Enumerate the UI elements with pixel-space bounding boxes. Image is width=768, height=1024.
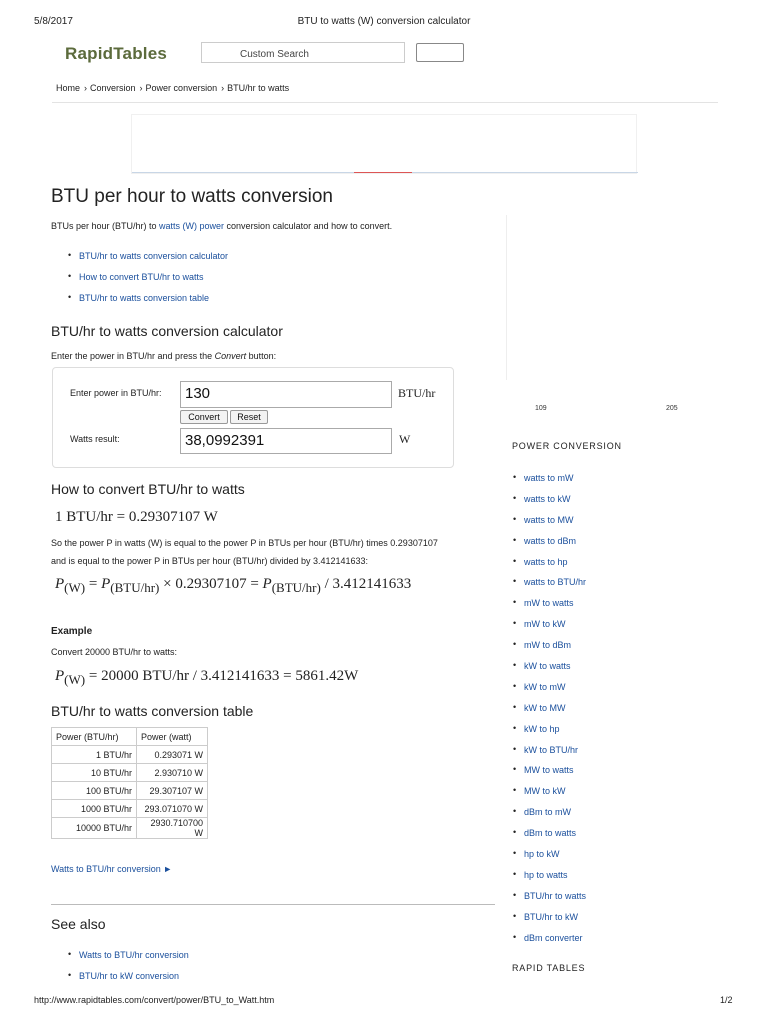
- sidebar-item[interactable]: [511, 745, 586, 766]
- instruction-b: button:: [246, 351, 277, 361]
- sidebar-link[interactable]: dBm to mW: [524, 807, 572, 818]
- sidebar-item[interactable]: [511, 807, 586, 828]
- footer-url: http://www.rapidtables.com/convert/power/BTU_to_Watt.htm: [34, 995, 275, 1005]
- sidebar-item[interactable]: [511, 703, 586, 724]
- sidebar-link[interactable]: mW to dBm: [524, 640, 572, 651]
- table-cell: 0.293071 W: [137, 746, 208, 764]
- intro-text: [51, 221, 392, 231]
- table-row: [52, 818, 208, 839]
- formula-2-eq: =: [85, 576, 102, 592]
- breadcrumb-home[interactable]: Home: [56, 83, 81, 93]
- table-header: Power (watt): [137, 728, 208, 746]
- result-unit: W: [399, 432, 411, 446]
- calculator-instruction: [51, 351, 276, 361]
- intro-part2: conversion calculator and how to convert.: [224, 221, 393, 231]
- header-divider: [52, 102, 718, 103]
- intro-link-watts[interactable]: watts (W) power: [159, 221, 225, 231]
- result-label: Watts result:: [70, 434, 120, 444]
- section-divider: [51, 904, 495, 905]
- watts-to-btu-link[interactable]: Watts to BTU/hr conversion ►: [51, 864, 173, 874]
- sidebar-link[interactable]: BTU/hr to kW: [524, 911, 579, 922]
- table-row: [52, 764, 208, 782]
- formula-2-sub-btu2: (BTU/hr): [271, 580, 321, 595]
- breadcrumb-current[interactable]: BTU/hr to watts: [227, 83, 290, 93]
- sidebar-item[interactable]: [511, 598, 586, 619]
- sidebar-item[interactable]: [511, 724, 586, 745]
- sidebar-link[interactable]: MW to kW: [524, 786, 566, 797]
- formula-2: [55, 576, 411, 596]
- breadcrumb-separator: ›: [84, 83, 88, 93]
- example-formula: [55, 668, 358, 688]
- power-conversion-title: POWER CONVERSION: [512, 441, 622, 451]
- site-logo[interactable]: RapidTables: [65, 44, 168, 63]
- sidebar-link[interactable]: hp to kW: [524, 849, 560, 860]
- example-formula-rest: = 20000 BTU/hr / 3.412141633 = 5861.42W: [85, 668, 359, 684]
- print-title: BTU to watts (W) conversion calculator: [297, 16, 471, 27]
- sidebar-item[interactable]: [511, 765, 586, 786]
- breadcrumb-separator: ›: [221, 83, 225, 93]
- example-text: Convert 20000 BTU/hr to watts:: [51, 647, 178, 657]
- sidebar-item[interactable]: [511, 577, 586, 598]
- reset-button[interactable]: Reset: [230, 410, 268, 424]
- calculator-heading: BTU/hr to watts conversion calculator: [51, 323, 283, 339]
- instruction-a: Enter the power in BTU/hr and press the: [51, 351, 215, 361]
- sidebar-item[interactable]: [511, 828, 586, 849]
- sidebar-link[interactable]: watts to hp: [524, 556, 568, 567]
- table-cell: 10000 BTU/hr: [52, 818, 137, 839]
- sidebar-item[interactable]: [511, 891, 586, 912]
- sidebar-link[interactable]: watts to BTU/hr: [524, 577, 587, 588]
- sidebar-link[interactable]: watts to kW: [524, 493, 571, 504]
- see-also-heading: See also: [51, 916, 106, 932]
- input-label: Enter power in BTU/hr:: [70, 388, 162, 398]
- formula-2-p: P: [55, 576, 65, 592]
- toc-list: [65, 251, 228, 314]
- toc-link-calculator[interactable]: BTU/hr to watts conversion calculator: [79, 251, 229, 261]
- howto-text-2: and is equal to the power P in BTUs per hour (BTU/hr) divided by 3.412141633:: [51, 556, 369, 566]
- sidebar-link[interactable]: kW to watts: [524, 661, 571, 672]
- formula-2-times: × 0.29307107 =: [159, 576, 263, 592]
- rapid-tables-title: RAPID TABLES: [512, 963, 586, 973]
- breadcrumb: [56, 83, 289, 93]
- formula-2-div: / 3.412141633: [320, 576, 412, 592]
- print-date: 5/8/2017: [34, 16, 73, 27]
- sidebar-link[interactable]: kW to MW: [524, 702, 566, 713]
- table-row: [52, 782, 208, 800]
- sidebar-link[interactable]: watts to dBm: [524, 535, 577, 546]
- calculator-panel: [52, 367, 454, 468]
- sidebar-item[interactable]: [511, 473, 586, 494]
- sidebar-link[interactable]: hp to watts: [524, 869, 568, 880]
- sidebar-item[interactable]: [511, 557, 586, 578]
- see-also-item[interactable]: [65, 971, 189, 992]
- formula-2-sub-btu: (BTU/hr): [110, 580, 160, 595]
- sidebar-link[interactable]: mW to watts: [524, 598, 574, 609]
- toc-item[interactable]: [65, 293, 228, 314]
- btu-input[interactable]: 130: [180, 381, 392, 408]
- page-title: BTU per hour to watts conversion: [51, 186, 333, 207]
- sidebar-link[interactable]: dBm to watts: [524, 828, 577, 839]
- toc-item[interactable]: [65, 251, 228, 272]
- footer-page: 1/2: [720, 995, 733, 1005]
- sidebar-link[interactable]: MW to watts: [524, 765, 574, 776]
- sidebar-link[interactable]: dBm converter: [524, 932, 583, 943]
- see-also-link[interactable]: Watts to BTU/hr conversion: [79, 950, 189, 960]
- sidebar-item[interactable]: [511, 619, 586, 640]
- convert-button[interactable]: Convert: [180, 410, 228, 424]
- formula-2-p2: P: [101, 576, 111, 592]
- breadcrumb-power-conversion[interactable]: Power conversion: [145, 83, 218, 93]
- howto-text-1: So the power P in watts (W) is equal to the power P in BTUs per hour (BTU/hr) times 0.29307107: [51, 538, 438, 548]
- see-also-item[interactable]: [65, 950, 189, 971]
- formula-2-p3: P: [262, 576, 272, 592]
- table-header: Power (BTU/hr): [52, 728, 137, 746]
- sidebar-link[interactable]: kW to mW: [524, 681, 566, 692]
- ad-banner[interactable]: [131, 114, 637, 174]
- sidebar-ad-number: 109: [535, 405, 547, 412]
- conversion-table: [51, 727, 208, 839]
- example-formula-p: P: [55, 668, 65, 684]
- toc-item[interactable]: [65, 272, 228, 293]
- table-row: [52, 746, 208, 764]
- breadcrumb-conversion[interactable]: Conversion: [90, 83, 136, 93]
- search-button[interactable]: [416, 43, 464, 62]
- table-cell: 1000 BTU/hr: [52, 800, 137, 818]
- sidebar-item[interactable]: [511, 849, 586, 870]
- sidebar-ad-divider: [506, 215, 507, 380]
- input-unit: BTU/hr: [398, 386, 436, 400]
- howto-heading: How to convert BTU/hr to watts: [51, 481, 245, 497]
- toc-link-howto[interactable]: How to convert BTU/hr to watts: [79, 272, 204, 282]
- sidebar-item[interactable]: [511, 494, 586, 515]
- table-heading: BTU/hr to watts conversion table: [51, 703, 254, 719]
- sidebar-link[interactable]: watts to MW: [524, 514, 574, 525]
- sidebar-item[interactable]: [511, 786, 586, 807]
- breadcrumb-separator: ›: [139, 83, 143, 93]
- sidebar-item[interactable]: [511, 870, 586, 891]
- sidebar-item[interactable]: [511, 912, 586, 933]
- sidebar-link[interactable]: BTU/hr to watts: [524, 890, 587, 901]
- table-cell: 29.307107 W: [137, 782, 208, 800]
- sidebar-link[interactable]: kW to BTU/hr: [524, 744, 579, 755]
- sidebar-link[interactable]: watts to mW: [524, 473, 574, 483]
- example-formula-sub: (W): [64, 672, 86, 687]
- sidebar-list: [511, 473, 586, 953]
- sidebar-item[interactable]: [511, 515, 586, 536]
- sidebar-item[interactable]: [511, 661, 586, 682]
- table-cell: 10 BTU/hr: [52, 764, 137, 782]
- table-header-row: [52, 728, 208, 746]
- see-also-list: [65, 950, 189, 992]
- instruction-em: Convert: [214, 351, 247, 361]
- watts-result[interactable]: 38,0992391: [180, 428, 392, 454]
- intro-part1: BTUs per hour (BTU/hr) to: [51, 221, 160, 231]
- sidebar-link[interactable]: kW to hp: [524, 723, 560, 734]
- table-cell: 100 BTU/hr: [52, 782, 137, 800]
- sidebar-item[interactable]: [511, 536, 586, 557]
- sidebar-item[interactable]: [511, 640, 586, 661]
- table-row: [52, 800, 208, 818]
- table-cell: 1 BTU/hr: [52, 746, 137, 764]
- table-cell: 2.930710 W: [137, 764, 208, 782]
- search-input[interactable]: Custom Search: [201, 42, 405, 63]
- sidebar-link[interactable]: mW to kW: [524, 619, 566, 630]
- see-also-link[interactable]: BTU/hr to kW conversion: [79, 971, 180, 981]
- table-cell: 293.071070 W: [137, 800, 208, 818]
- example-heading: Example: [51, 626, 93, 637]
- formula-2-sub-w: (W): [64, 580, 86, 595]
- table-cell: 2930.710700 W: [137, 818, 208, 839]
- formula-1: 1 BTU/hr = 0.29307107 W: [55, 509, 218, 525]
- toc-link-table[interactable]: BTU/hr to watts conversion table: [79, 293, 210, 303]
- sidebar-item[interactable]: [511, 933, 586, 954]
- sidebar-item[interactable]: [511, 682, 586, 703]
- sidebar-ad-number: 205: [666, 405, 678, 412]
